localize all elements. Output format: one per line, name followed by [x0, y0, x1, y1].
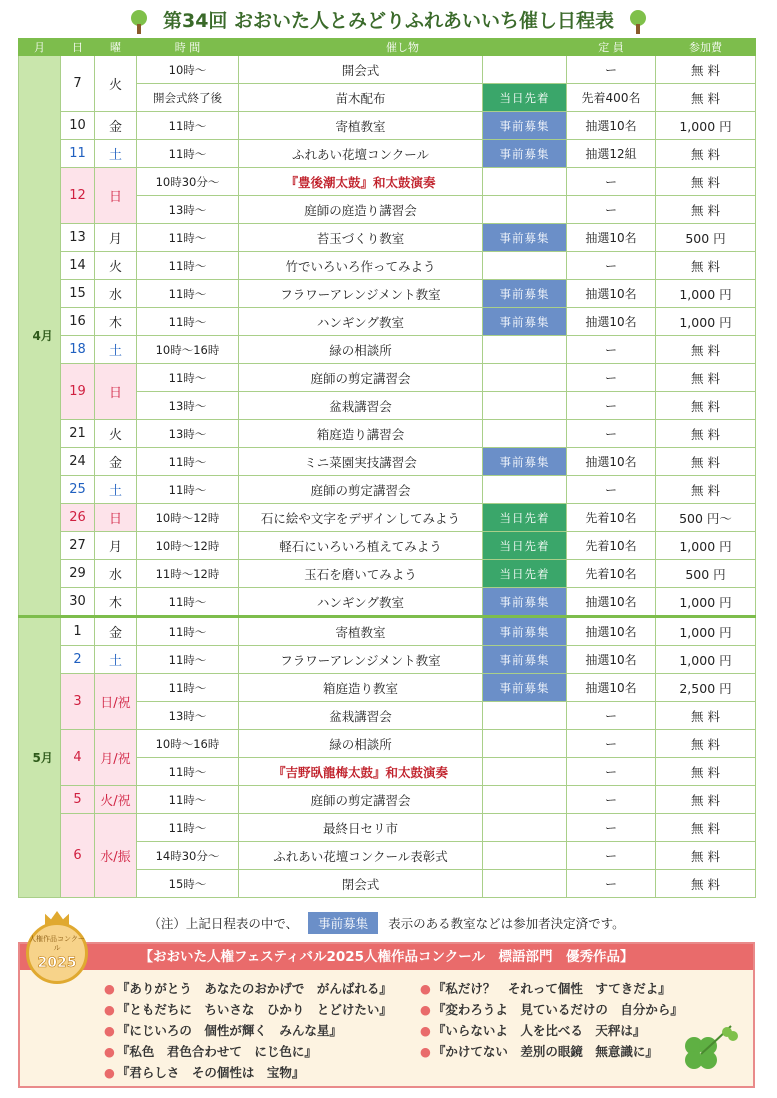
capacity-cell: ー	[567, 842, 656, 870]
fee-cell: 1,000 円	[656, 646, 756, 674]
phrase-item	[104, 999, 392, 1020]
note-prefix: （注）上記日程表の中で、	[148, 916, 299, 931]
bullet-icon: ●	[420, 1044, 431, 1059]
fee-cell: 無 料	[656, 758, 756, 786]
event-cell: 庭師の剪定講習会	[239, 364, 483, 392]
table-row	[19, 588, 756, 617]
fee-cell: 無 料	[656, 336, 756, 364]
day-cell: 1	[61, 617, 95, 646]
time-cell: 13時～	[137, 392, 239, 420]
signup-tag	[483, 730, 567, 758]
signup-tag	[483, 392, 567, 420]
event-cell: 開会式	[239, 56, 483, 84]
capacity-cell: 抽選10名	[567, 674, 656, 702]
table-row	[19, 112, 756, 140]
fee-cell: 1,000 円	[656, 308, 756, 336]
event-cell: ハンギング教室	[239, 308, 483, 336]
signup-tag	[483, 702, 567, 730]
table-row	[19, 336, 756, 364]
time-cell: 13時～	[137, 420, 239, 448]
table-row	[19, 280, 756, 308]
event-cell: ハンギング教室	[239, 588, 483, 617]
time-cell: 11時～	[137, 112, 239, 140]
bullet-icon: ●	[420, 1023, 431, 1038]
signup-tag	[483, 842, 567, 870]
time-cell: 11時～	[137, 758, 239, 786]
weekday-cell: 金	[95, 448, 137, 476]
signup-tag: 事前募集	[483, 112, 567, 140]
capacity-cell: ー	[567, 758, 656, 786]
table-row	[19, 560, 756, 588]
fee-cell: 無 料	[656, 392, 756, 420]
weekday-cell: 月	[95, 532, 137, 560]
time-cell: 10時～12時	[137, 504, 239, 532]
header-dow: 曜	[95, 39, 137, 56]
time-cell: 10時～16時	[137, 336, 239, 364]
signup-tag	[483, 786, 567, 814]
event-cell: ふれあい花壇コンクール	[239, 140, 483, 168]
header-capacity: 定 員	[567, 39, 656, 56]
weekday-cell: 水	[95, 280, 137, 308]
phrase-text: 『にじいろの 個性が輝く みんな星』	[116, 1023, 342, 1038]
phrase-item	[420, 1041, 683, 1062]
bullet-icon: ●	[104, 981, 115, 996]
time-cell: 11時～	[137, 252, 239, 280]
time-cell: 15時～	[137, 870, 239, 898]
signup-tag	[483, 814, 567, 842]
day-cell: 26	[61, 504, 95, 532]
capacity-cell: 抽選10名	[567, 280, 656, 308]
event-cell: 盆栽講習会	[239, 702, 483, 730]
table-row	[19, 364, 756, 392]
table-row	[19, 504, 756, 532]
capacity-cell: ー	[567, 252, 656, 280]
fee-cell: 無 料	[656, 814, 756, 842]
day-cell: 29	[61, 560, 95, 588]
fee-cell: 500 円	[656, 560, 756, 588]
fee-cell: 1,000 円	[656, 588, 756, 617]
time-cell: 10時～	[137, 56, 239, 84]
signup-tag: 事前募集	[483, 588, 567, 617]
weekday-cell: 火	[95, 420, 137, 448]
event-cell: 緑の相談所	[239, 730, 483, 758]
time-cell: 11時～	[137, 280, 239, 308]
weekday-cell: 土	[95, 140, 137, 168]
time-cell: 11時～	[137, 674, 239, 702]
fee-cell: 無 料	[656, 842, 756, 870]
capacity-cell: 先着400名	[567, 84, 656, 112]
signup-tag	[483, 196, 567, 224]
table-row	[19, 674, 756, 702]
table-row	[19, 448, 756, 476]
event-cell: 盆栽講習会	[239, 392, 483, 420]
weekday-cell: 月	[95, 224, 137, 252]
time-cell: 11時～	[137, 588, 239, 617]
contest-box	[18, 935, 755, 1088]
time-cell: 11時～	[137, 646, 239, 674]
day-cell: 18	[61, 336, 95, 364]
phrase-text: 『いらないよ 人を比べる 天秤は』	[432, 1023, 646, 1038]
signup-tag	[483, 420, 567, 448]
fee-cell: 1,000 円	[656, 112, 756, 140]
day-cell: 25	[61, 476, 95, 504]
table-row	[19, 224, 756, 252]
day-cell: 7	[61, 56, 95, 112]
time-cell: 11時～	[137, 814, 239, 842]
fee-cell: 500 円～	[656, 504, 756, 532]
table-row	[19, 814, 756, 842]
signup-tag: 事前募集	[483, 448, 567, 476]
day-cell: 30	[61, 588, 95, 617]
signup-tag: 事前募集	[483, 308, 567, 336]
month-label: 4月	[32, 328, 53, 343]
phrase-item	[104, 1041, 392, 1062]
bullet-icon: ●	[104, 1023, 115, 1038]
phrase-item	[420, 978, 683, 999]
fee-cell: 無 料	[656, 84, 756, 112]
day-cell: 24	[61, 448, 95, 476]
phrase-text: 『ともだちに ちいさな ひかり とどけたい』	[116, 1002, 392, 1017]
table-row	[19, 646, 756, 674]
table-row	[19, 532, 756, 560]
capacity-cell: ー	[567, 56, 656, 84]
table-row	[19, 476, 756, 504]
event-cell: 箱庭造り講習会	[239, 420, 483, 448]
signup-tag: 当日先着	[483, 84, 567, 112]
page-title	[0, 6, 777, 36]
fee-cell: 無 料	[656, 56, 756, 84]
time-cell: 11時～	[137, 476, 239, 504]
month-label: 5月	[32, 750, 53, 765]
phrase-text: 『私だけ？ それって個性 すてきだよ』	[432, 981, 671, 996]
capacity-cell: ー	[567, 420, 656, 448]
event-cell: 最終日セリ市	[239, 814, 483, 842]
fee-cell: 無 料	[656, 252, 756, 280]
bullet-icon: ●	[104, 1065, 115, 1080]
day-cell: 11	[61, 140, 95, 168]
weekday-cell: 土	[95, 336, 137, 364]
badge-label: 人権作品コンクール	[29, 935, 85, 952]
clover-icon	[669, 1018, 739, 1078]
tree-icon	[128, 9, 150, 35]
weekday-cell: 土	[95, 646, 137, 674]
event-cell: ミニ菜園実技講習会	[239, 448, 483, 476]
capacity-cell: 抽選12組	[567, 140, 656, 168]
weekday-cell: 木	[95, 588, 137, 617]
fee-cell: 無 料	[656, 702, 756, 730]
capacity-cell: 先着10名	[567, 560, 656, 588]
phrases-left	[104, 978, 392, 1083]
event-cell: 庭師の剪定講習会	[239, 476, 483, 504]
header-day: 日	[61, 39, 95, 56]
capacity-cell: 抽選10名	[567, 308, 656, 336]
schedule-table	[18, 38, 756, 898]
fee-cell: 1,000 円	[656, 617, 756, 646]
time-cell: 11時～	[137, 786, 239, 814]
weekday-cell: 火/祝	[95, 786, 137, 814]
capacity-cell: ー	[567, 392, 656, 420]
table-row	[19, 730, 756, 758]
fee-cell: 無 料	[656, 168, 756, 196]
fee-cell: 無 料	[656, 476, 756, 504]
day-cell: 21	[61, 420, 95, 448]
day-cell: 10	[61, 112, 95, 140]
event-cell: 竹でいろいろ作ってみよう	[239, 252, 483, 280]
event-cell: 閉会式	[239, 870, 483, 898]
time-cell: 13時～	[137, 702, 239, 730]
signup-tag: 事前募集	[483, 617, 567, 646]
header-fee: 参加費	[656, 39, 756, 56]
capacity-cell: 抽選10名	[567, 112, 656, 140]
time-cell: 開会式終了後	[137, 84, 239, 112]
phrase-text: 『かけてない 差別の眼鏡 無意識に』	[432, 1044, 658, 1059]
time-cell: 11時～	[137, 308, 239, 336]
note	[18, 912, 755, 934]
signup-tag: 事前募集	[483, 646, 567, 674]
phrases-right	[420, 978, 683, 1062]
event-cell: ふれあい花壇コンクール表彰式	[239, 842, 483, 870]
capacity-cell: ー	[567, 336, 656, 364]
bullet-icon: ●	[104, 1002, 115, 1017]
capacity-cell: ー	[567, 476, 656, 504]
capacity-cell: ー	[567, 870, 656, 898]
event-cell: フラワーアレンジメント教室	[239, 280, 483, 308]
fee-cell: 無 料	[656, 786, 756, 814]
fee-cell: 無 料	[656, 448, 756, 476]
weekday-cell: 木	[95, 308, 137, 336]
phrase-item	[420, 1020, 683, 1041]
day-cell: 15	[61, 280, 95, 308]
month-cell	[19, 617, 61, 898]
signup-tag: 事前募集	[483, 224, 567, 252]
signup-tag	[483, 364, 567, 392]
day-cell: 6	[61, 814, 95, 898]
time-cell: 10時～16時	[137, 730, 239, 758]
fee-cell: 無 料	[656, 420, 756, 448]
fee-cell: 無 料	[656, 196, 756, 224]
table-row	[19, 420, 756, 448]
time-cell: 10時～12時	[137, 532, 239, 560]
event-cell: 苗木配布	[239, 84, 483, 112]
time-cell: 11時～	[137, 617, 239, 646]
signup-tag: 当日先着	[483, 560, 567, 588]
weekday-cell: 月/祝	[95, 730, 137, 786]
title-text: 第34回 おおいた人とみどりふれあいいち催し日程表	[162, 10, 615, 32]
phrase-text: 『変わろうよ 見ているだけの 自分から』	[432, 1002, 683, 1017]
fee-cell: 1,000 円	[656, 532, 756, 560]
time-cell: 11時～	[137, 224, 239, 252]
phrase-item	[420, 999, 683, 1020]
capacity-cell: 先着10名	[567, 532, 656, 560]
day-cell: 2	[61, 646, 95, 674]
signup-tag	[483, 476, 567, 504]
fee-cell: 無 料	[656, 364, 756, 392]
capacity-cell: 抽選10名	[567, 617, 656, 646]
event-cell: 庭師の庭造り講習会	[239, 196, 483, 224]
day-cell: 5	[61, 786, 95, 814]
weekday-cell: 日	[95, 504, 137, 532]
table-row	[19, 56, 756, 84]
month-cell	[19, 56, 61, 617]
signup-tag	[483, 870, 567, 898]
event-cell: 『吉野臥龍梅太鼓』和太鼓演奏	[239, 758, 483, 786]
signup-tag	[483, 758, 567, 786]
bullet-icon: ●	[104, 1044, 115, 1059]
weekday-cell: 土	[95, 476, 137, 504]
day-cell: 19	[61, 364, 95, 420]
day-cell: 13	[61, 224, 95, 252]
event-cell: フラワーアレンジメント教室	[239, 646, 483, 674]
signup-tag	[483, 56, 567, 84]
phrase-item	[104, 1062, 392, 1083]
capacity-cell: 抽選10名	[567, 588, 656, 617]
capacity-cell: ー	[567, 702, 656, 730]
capacity-cell: 抽選10名	[567, 224, 656, 252]
capacity-cell: 抽選10名	[567, 646, 656, 674]
time-cell: 10時30分～	[137, 168, 239, 196]
signup-tag	[483, 168, 567, 196]
signup-tag: 事前募集	[483, 140, 567, 168]
signup-tag	[483, 252, 567, 280]
signup-tag	[483, 336, 567, 364]
note-suffix: 表示のある教室などは参加者決定済です。	[388, 916, 625, 931]
day-cell: 4	[61, 730, 95, 786]
capacity-cell: ー	[567, 814, 656, 842]
header-event: 催し物	[239, 39, 567, 56]
table-row	[19, 168, 756, 196]
time-cell: 11時～	[137, 448, 239, 476]
event-cell: 寄植教室	[239, 617, 483, 646]
event-cell: 庭師の剪定講習会	[239, 786, 483, 814]
weekday-cell: 金	[95, 112, 137, 140]
badge-year: 2025	[37, 955, 77, 971]
signup-tag: 事前募集	[483, 280, 567, 308]
time-cell: 13時～	[137, 196, 239, 224]
fee-cell: 無 料	[656, 140, 756, 168]
weekday-cell: 水	[95, 560, 137, 588]
capacity-cell: ー	[567, 786, 656, 814]
table-row	[19, 786, 756, 814]
event-cell: 苔玉づくり教室	[239, 224, 483, 252]
phrase-item	[104, 1020, 392, 1041]
day-cell: 16	[61, 308, 95, 336]
time-cell: 14時30分～	[137, 842, 239, 870]
weekday-cell: 金	[95, 617, 137, 646]
day-cell: 14	[61, 252, 95, 280]
weekday-cell: 火	[95, 56, 137, 112]
event-cell: 箱庭造り教室	[239, 674, 483, 702]
bullet-icon: ●	[420, 981, 431, 996]
day-cell: 27	[61, 532, 95, 560]
time-cell: 11時～12時	[137, 560, 239, 588]
header-month: 月	[19, 39, 61, 56]
fee-cell: 無 料	[656, 870, 756, 898]
signup-tag: 当日先着	[483, 504, 567, 532]
event-cell: 軽石にいろいろ植えてみよう	[239, 532, 483, 560]
table-row	[19, 140, 756, 168]
capacity-cell: ー	[567, 730, 656, 758]
table-row	[19, 617, 756, 646]
fee-cell: 1,000 円	[656, 280, 756, 308]
phrase-item	[104, 978, 392, 999]
event-cell: 玉石を磨いてみよう	[239, 560, 483, 588]
tree-icon	[627, 9, 649, 35]
day-cell: 12	[61, 168, 95, 224]
fee-cell: 500 円	[656, 224, 756, 252]
event-cell: 緑の相談所	[239, 336, 483, 364]
capacity-cell: ー	[567, 364, 656, 392]
capacity-cell: 抽選10名	[567, 448, 656, 476]
signup-tag: 事前募集	[483, 674, 567, 702]
signup-tag: 当日先着	[483, 532, 567, 560]
note-tag: 事前募集	[308, 912, 378, 934]
weekday-cell: 水/振	[95, 814, 137, 898]
capacity-cell: 先着10名	[567, 504, 656, 532]
bullet-icon: ●	[420, 1002, 431, 1017]
weekday-cell: 日	[95, 364, 137, 420]
header-row	[19, 39, 756, 56]
contest-heading: 【おおいた人権フェスティバル2025人権作品コンクール 標語部門 優秀作品】	[20, 944, 753, 970]
phrase-text: 『君らしさ その個性は 宝物』	[116, 1065, 305, 1080]
contest-badge	[26, 922, 88, 984]
phrase-text: 『ありがとう あなたのおかげで がんばれる』	[116, 981, 392, 996]
time-cell: 11時～	[137, 140, 239, 168]
event-cell: 寄植教室	[239, 112, 483, 140]
day-cell: 3	[61, 674, 95, 730]
header-time: 時 間	[137, 39, 239, 56]
fee-cell: 無 料	[656, 730, 756, 758]
weekday-cell: 日/祝	[95, 674, 137, 730]
phrase-text: 『私色 君色合わせて にじ色に』	[116, 1044, 317, 1059]
weekday-cell: 日	[95, 168, 137, 224]
weekday-cell: 火	[95, 252, 137, 280]
event-cell: 石に絵や文字をデザインしてみよう	[239, 504, 483, 532]
capacity-cell: ー	[567, 196, 656, 224]
time-cell: 11時～	[137, 364, 239, 392]
table-row	[19, 308, 756, 336]
table-row	[19, 252, 756, 280]
fee-cell: 2,500 円	[656, 674, 756, 702]
capacity-cell: ー	[567, 168, 656, 196]
event-cell: 『豊後潮太鼓』和太鼓演奏	[239, 168, 483, 196]
